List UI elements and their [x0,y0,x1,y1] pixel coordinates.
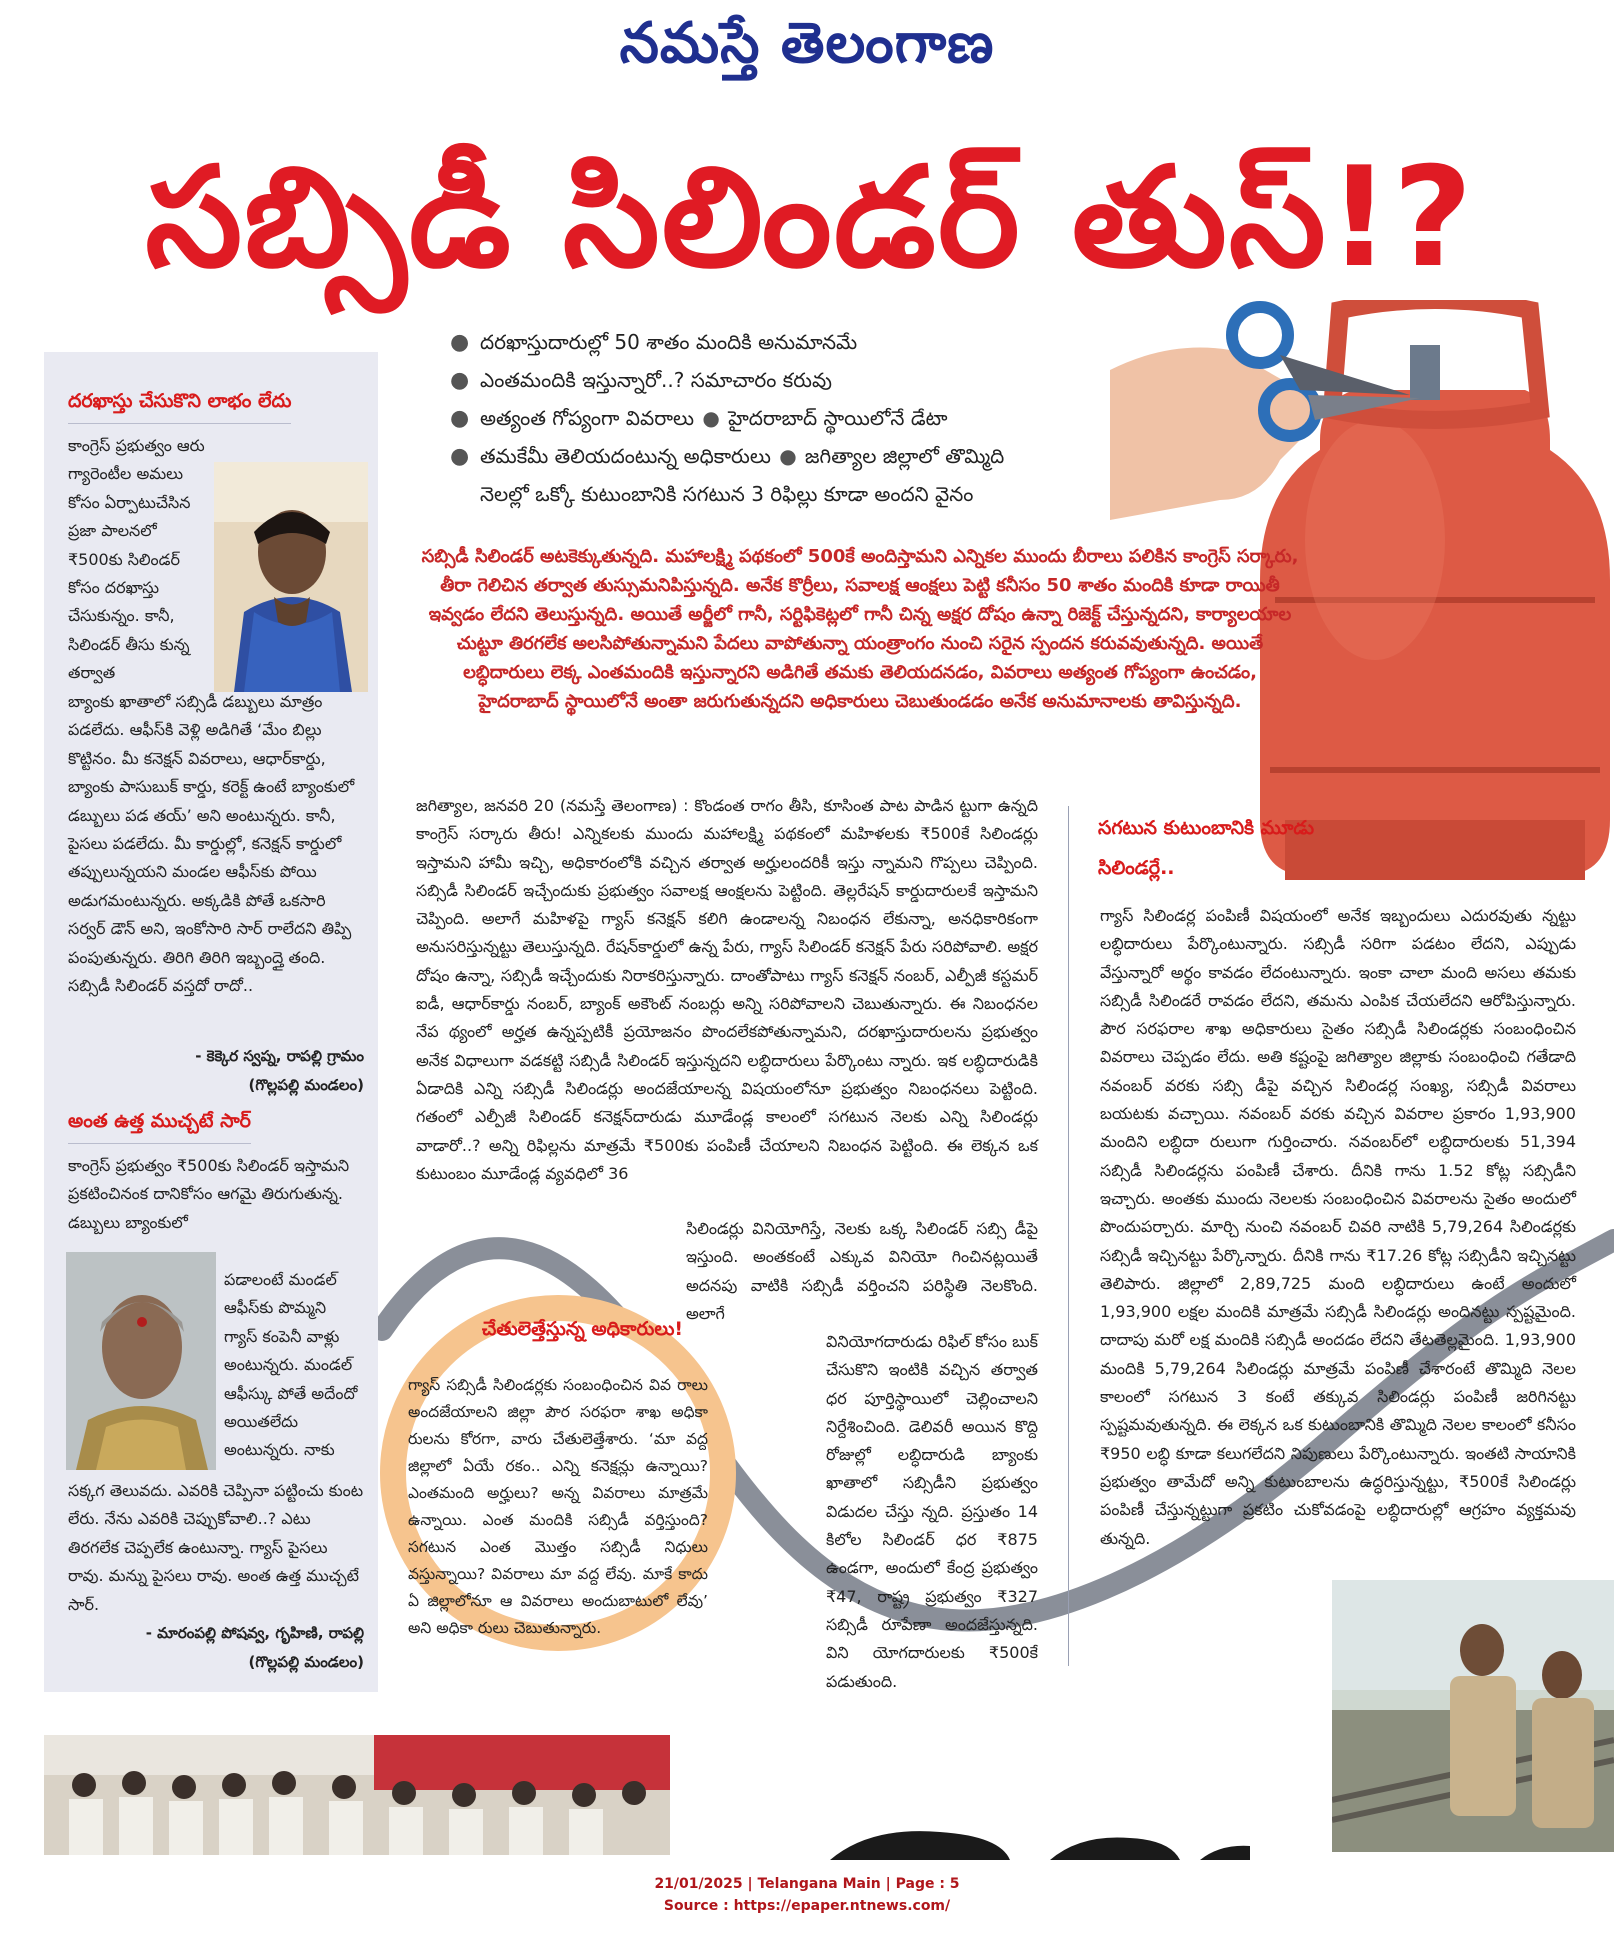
callout-title: చేతులెత్తేస్తున్న అధికారులు! [481,1318,684,1340]
left-quote-1-narrow: కాంగ్రెస్ ప్రభుత్వం ఆరు గ్యారెంటీల అమలు కోసం ఏర్పాటుచేసిన ప్రజా పాలనలో ₹500కు సిలిండర్ కోసం దరఖాస్తు చేసుకున్నం. కానీ, సిలిండర్ తీసు కున్న తర్వాత [68,436,205,683]
body-text-bottom: వినియోగదారుడు రిఫిల్ కోసం బుక్ చేసుకొని ఇంటికి వచ్చిన తర్వాత ధర పూర్తిస్థాయిలో చెల్లించాలని నిర్దేశించింది. డెలివరీ అయిన కొద్ది రోజుల్లో లబ్ధిదారుడి బ్యాంకు ఖాతాలో సబ్సిడీని ప్రభుత్వం విడుదల చేస్తు న్నది. ప్రస్తుతం 14 కిలోల సిలిండర్ ధర ₹875 ఉండగా, అందులో కేంద్ర ప్రభుత్వం ₹47, రాష్ట్ర ప్రభుత్వం ₹327 సబ్సిడీ రూపేణా అందజేస్తున్నది. విని యోగదారులకు ₹500కే పడుతుంది. [826,1332,1038,1691]
footer-edition-info: 21/01/2025 | Telangana Main | Page : 5 [654,1876,960,1892]
left-quote-1-wide: బ్యాంకు ఖాతాలో సబ్సిడీ డబ్బులు మాత్రం పడలేదు. ఆఫీస్‌కి వెళ్లి అడిగితే ‘మేం బిల్లు కొట్టినం. మీ కనెక్షన్ వివరాలు, ఆధార్‌కార్డు, బ్యాంకు పాసుబుక్ కార్డు, కరెక్ట్ ఉంటే బ్యాంకులో డబ్బులు పడ తయ్’ అని అంటున్నరు. కానీ, పైసలు పడలేదు. మీ కార్డుల్లో, కనెక్షన్ కార్డులో తప్పులున్నయని మండల ఆఫీస్‌కు పోయి అడుగమంటున్నరు. అక్కడికి పోతే ఒకసారి సర్వర్ డౌన్ అని, ఇంకోసారి సార్ రాలేదని తిప్పి పంపుతున్నరు. తిరిగి తిరిగి ఇబ్బంద్తై తంది. సబ్సిడీ సిలిండర్ వస్తదో రాదో.. [68,692,355,996]
left-signature-1: - కెక్కెర స్వప్న, రాపల్లి గ్రామం [195,1047,364,1065]
bullet-item: ● దరఖాస్తుదారుల్లో 50 శాతం మందికి అనుమానమే [450,330,858,355]
bullet-item: ● ఎంతమందికి ఇస్తున్నారో..? సమాచారం కరువు [450,368,832,393]
protest-group-photo [44,1735,670,1855]
left-section-title-2: అంత ఉత్త ముచ్చటే సార్ [68,1110,251,1144]
left-quote-2-narrow: పడాలంటే మండల్ ఆఫీస్‌కు పొమ్మని గ్యాస్ కంపెనీ వాళ్లు అంటున్నరు. మండల్ ఆఫీస్కు పోతే అదేందో అయితలేదు అంటున్నరు. నాకు [224,1270,358,1460]
headline: సబ్సిడీ సిలిండర్ తుస్!? [145,137,1475,298]
left-section-title-1: దరఖాస్తు చేసుకొని లాభం లేదు [68,390,291,424]
column-divider [1068,806,1069,1666]
woman-portrait-photo-2 [66,1252,216,1470]
lead-paragraph: సబ్సిడీ సిలిండర్ అటకెక్కుతున్నది. మహాలక్ష్మి పథకంలో 500కే అందిస్తామని ఎన్నికల ముందు బీరాలు పలికిన కాంగ్రెస్ సర్కారు, తీరా గెలిచిన తర్వాత తుస్సుమనిపిస్తున్నది. అనేక కొర్రీలు, సవాలక్ష ఆంక్షలు పెట్టి కనీసం 50 శాతం మందికి కూడా రాయితీ ఇవ్వడం లేదని తెలుస్తున్నది. అయితే అర్జీలో గానీ, సర్టిఫికెట్లలో గానీ చిన్న అక్షర దోషం ఉన్నా రిజెక్ట్ చేస్తున్నదని, కార్యాలయాల చుట్టూ తిరగలేక అలసిపోతున్నామని పేదలు వాపోతున్నా యంత్రాంగం నుంచి సరైన స్పందన కరువవుతున్నది. అయితే లబ్ధిదారులు లెక్క ఎంతమందికి ఇస్తున్నారని అడిగితే తమకు తెలియదనడం, వివరాలు అత్యంత గోప్యంగా ఉంచడం, హైదరాబాద్ స్థాయిలోనే అంతా జరుగుతున్నదని అధికారులు చెబుతుండడం అనేక అనుమానాలకు తావిస్తున్నది. [421,546,1299,712]
body-text-mid: సిలిండర్లు వినియోగిస్తే, నెలకు ఒక్క సిలిండర్ సబ్సి డీపై ఇస్తుంది. అంతకంటే ఎక్కువ వినియో గించినట్లయితే అదనపు వాటికి సబ్సిడీ వర్తించని పరిస్థితి నెలకొంది. అలాగే [686,1219,1038,1323]
bullet-item: ● తమకేమీ తెలియదంటున్న అధికారులు ● జగిత్యాల జిల్లాలో తొమ్మిది [450,444,1005,469]
bullet-item: ● అత్యంత గోప్యంగా వివరాలు ● హైదరాబాద్ స్థాయిలోనే డేటా [450,406,948,431]
left-quote-2-wide: సక్కగ తెలువదు. ఎవరికి చెప్పినా పట్టించు కుంట లేరు. నేను ఎవరికి చెప్పుకోవాలి..? ఎటు తిరగలేక చెప్పలేక ఉంటున్నా. గ్యాస్ పైసలు రావు. మన్ను పైసలు రావు. అంత ఉత్త ముచ్చటే సార్. [68,1481,364,1614]
left-signature-1-place: (గొల్లపల్లి మండలం) [248,1076,364,1094]
body-text-top: జగిత్యాల, జనవరి 20 (నమస్తే తెలంగాణ) : కొండంత రాగం తీసి, కూసింత పాట పాడిన ట్టుగా ఉన్నది కాంగ్రెస్ సర్కారు తీరు! ఎన్నికలకు ముందు మహాలక్ష్మి పథకంలో మహిళలకు ₹500కే సిలిండర్లు ఇస్తామని హామీ ఇచ్చి, అధికారంలోకి వచ్చిన తర్వాత అర్హులందరికీ ఇస్తు న్నామని గొప్పలు చెప్పింది. సబ్సిడీ సిలిండర్ ఇచ్చేందుకు ప్రభుత్వం సవాలక్ష ఆంక్షలను పెట్టింది. తెల్లరేషన్ కార్డుదారులకే ఇస్తామని చెప్పింది. అలాగే మహిళపై గ్యాస్ కనెక్షన్ కలిగి ఉండాలన్న నిబంధన లేకున్నా, అనధికారికంగా అనుసరిస్తున్నట్టు తెలుస్తున్నది. రేషన్‌కార్డులో ఉన్న పేరు, గ్యాస్ సిలిండర్ కనెక్షన్ పేరు సరిపోవాలి. అక్షర దోషం ఉన్నా, సబ్సిడీ ఇచ్చేందుకు నిరాకరిస్తున్నారు. దాంతోపాటు గ్యాస్ కనెక్షన్ నంబర్, ఎల్పీజీ కస్టమర్ ఐడీ, ఆధార్‌కార్డు నంబర్, బ్యాంక్ అకౌంట్ నంబర్లు అన్ని సరిపోవాలని చెబుతున్నారు. ఈ నిబంధనల నేప థ్యంలో అర్హత ఉన్నప్పటికీ ప్రయోజనం పొందలేకపోతున్నామని, దరఖాస్తుదారులను ప్రభుత్వం అనేక విధాలుగా వడకట్టి సబ్సిడీ సిలిండర్ ఇస్తున్నదని లబ్ధిదారులు పేర్కొంటు న్నారు. ఇక లబ్ధిదారుడికి ఏడాదికి ఎన్ని సబ్సిడీ సిలిండర్లు అందజేయాలన్న విషయంలోనూ ప్రభుత్వం నిబంధనలు పెట్టింది. గతంలో ఎల్పీజీ సిలిండర్ కనెక్షన్‌దారుడు మూడేండ్ల కాలంలో సగటున నెలకు ఎన్ని సిలిండర్లు వాడారో..? అన్ని రిఫిల్లను మాత్రమే ₹500కు పంపిణీ చేయాలని నిబంధన పెట్టింది. ఈ లెక్కన ఒక కుటుంబం మూడేండ్ల వ్యవధిలో 36 [416,796,1038,1183]
clipped-next-headline [830,1826,1250,1860]
bullet-item-continued: నెలల్లో ఒక్కో కుటుంబానికి సగటున 3 రిఫిల్లు కూడా అందని వైనం [480,482,974,506]
police-officers-photo [1332,1580,1614,1852]
left-sidebar-box [44,352,378,1692]
masthead-logo: నమస్తే తెలంగాణ [619,10,995,76]
right-section-title: సగటున కుటుంబానికి మూడు సిలిండర్లే.. [1098,817,1315,879]
left-quote-2-top: కాంగ్రెస్ ప్రభుత్వం ₹500కు సిలిండర్ ఇస్తామని ప్రకటించినంక దానికోసం ఆగమై తిరుగుతున్న. డబ్బులు బ్యాంకులో [68,1156,350,1232]
left-signature-2-place: (గొల్లపల్లి మండలం) [248,1653,364,1671]
bullet-highlights [450,330,1090,518]
woman-portrait-photo-1 [214,462,368,692]
right-body-text: గ్యాస్ సిలిండర్ల పంపిణీ విషయంలో అనేక ఇబ్బందులు ఎదురవుతు న్నట్టు లబ్ధిదారులు పేర్కొంటున్నారు. సబ్సిడీ సరిగా పడటం లేదని, ఎప్పుడు వేస్తున్నారో అర్థం కావడం లేదంటున్నారు. ఇంకా చాలా మంది అసలు తమకు సబ్సిడీ సిలిండరే రావడం లేదని, తమను ఎంపిక చేయలేదని ఆరోపిస్తున్నారు. పౌర సరఫరాల శాఖ అధికారులు సైతం సబ్సిడీ సిలిండర్లకు సంబంధించిన వివరాలు చెప్పడం లేదు. అతి కష్టంపై జగిత్యాల జిల్లాకు సంబంధించి గతేడాది నవంబర్ వరకు సబ్సి డీపై వచ్చిన సిలిండర్ల సంఖ్య, సబ్సిడీ వివరాలు బయటకు వచ్చాయి. నవంబర్ వరకు వచ్చిన వివరాల ప్రకారం 1,93,900 మందిని లబ్ధిదా రులుగా గుర్తించారు. నవంబర్‌లో లబ్ధిదారులకు 51,394 సబ్సిడీ సిలిండర్లను పంపిణీ చేశారు. దీనికి గాను 1.52 కోట్ల సబ్సిడీని ఇచ్చారు. అంతకు ముందు నెలలకు సంబంధించిన వివరాలను సైతం అందులో పొందుపర్చారు. మార్చి నుంచి నవంబర్ చివరి నాటికి 5,79,264 సిలిండర్లకు సబ్సిడీ ఇచ్చినట్టు పేర్కొన్నారు. దీనికి గాను ₹17.26 కోట్ల సబ్సిడీని ఇచ్చినట్టు తెలిపారు. జిల్లాలో 2,89,725 మంది లబ్ధిదారులు ఉంటే అందులో 1,93,900 లక్షల మందికి మాత్రమే సబ్సిడీ సిలిండర్లు అందినట్టు స్పష్టమైంది. దాదాపు మరో లక్ష మందికి సబ్సిడీ అందడం లేదని తేటతెల్లమైంది. 1,93,900 మందికి 5,79,264 సిలిండర్లు మాత్రమే పంపిణీ చేశారంటే తొమ్మిది నెలల కాలంలో సగటున 3 కంటే తక్కువ సిలిండర్లు పంపిణీ జరిగినట్టు స్పష్టమవుతున్నది. ఈ లెక్కన ఒక కుటుంబానికి తొమ్మిది నెలల కాలంలో కనీసం ₹950 లబ్ధి కూడా కలుగలేదని నిపుణులు పేర్కొంటున్నారు. ఇంతటి సాయానికి ప్రభుత్వం తామేదో అన్ని కుటుంబాలను ఉద్ధరిస్తున్నట్టు, ₹500కే సిలిండర్లు పంపిణీ చేస్తున్నట్టుగా ప్రకటిం చుకోవడంపై లబ్ధిదారుల్లో ఆగ్రహం వ్యక్తమవు తున్నది. [1100,906,1576,1548]
left-signature-2: - మారంపల్లి పోషవ్వ, గృహిణి, రాపల్లి [145,1624,364,1642]
footer-source-link[interactable]: Source : https://epaper.ntnews.com/ [663,1898,951,1914]
callout-text: గ్యాస్ సబ్సిడీ సిలిండర్లకు సంబంధించిన వివ రాలు అందజేయాలని జిల్లా పౌర సరఫరా శాఖ అధికా రులను కోరగా, వారు చేతులెత్తేశారు. ‘మా వద్ద జిల్లాలో ఏయే రకం.. ఎన్ని కనెక్షన్లు ఉన్నాయి? ఎంతమంది అర్హులు? అన్న వివరాలు మాత్రమే ఉన్నాయి. ఎంత మందికి సబ్సిడీ వర్తిస్తుంది? సగటున ఎంత మొత్తం సబ్సిడీ నిధులు వస్తున్నాయి? వివరాలు మా వద్ద లేవు. మాకే కాదు ఏ జిల్లాలోనూ ఆ వివరాలు అందుబాటులో లేవు’ అని అధికా రులు చెబుతున్నారు. [408,1376,708,1637]
